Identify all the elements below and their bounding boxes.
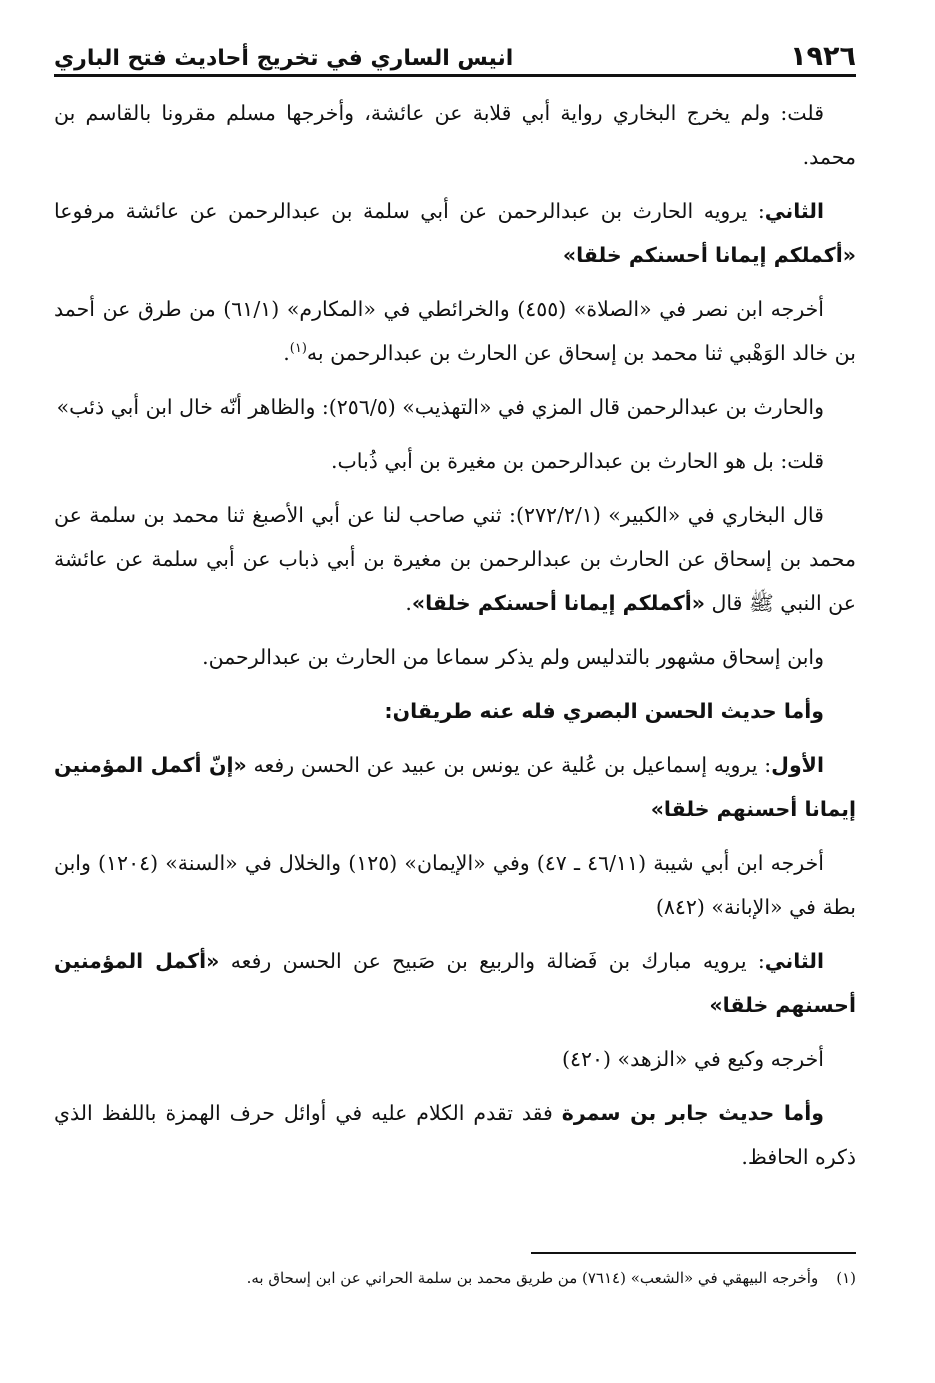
paragraph [54, 493, 856, 625]
paragraph [54, 1037, 856, 1081]
text-run: . [283, 341, 290, 365]
text-run: قال البخاري في «الكبير» (٢٧٢/٢/١): ثني صاحب لنا عن أبي الأصبغ ثنا محمد بن سلمة عن محمد بن إسحاق عن الحارث بن عبدالرحمن بن مغيرة بن أبي ذباب عن أبي سلمة عن عائشة عن النبي ﷺ قال [54, 503, 856, 615]
footnote-divider [531, 1252, 856, 1254]
book-page [54, 30, 856, 1350]
footnote-text: وأخرجه البيهقي في «الشعب» (٧٦١٤) من طريق محمد بن سلمة الحراني عن ابن إسحاق به. [246, 1269, 819, 1287]
text-run: : يرويه مبارك بن فَضالة والربيع بن صَبيح عن الحسن رفعه [219, 949, 765, 973]
page-number: ١٩٢٦ [790, 41, 856, 72]
bold-run: وأما حديث جابر بن سمرة [561, 1101, 824, 1125]
hadith-quote: «أكمل المؤمنين أحسنهم خلقا» [54, 949, 856, 1017]
paragraph [54, 189, 856, 277]
section-heading [54, 689, 856, 733]
text-run: والحارث بن عبدالرحمن قال المزي في «التهذيب» (٢٥٦/٥): والظاهر أنّه خال ابن أبي ذئب» [56, 395, 824, 419]
hadith-quote: «أكملكم إيمانا أحسنكم خلقا» [411, 591, 705, 615]
text-run: : يرويه إسماعيل بن عُلية عن يونس بن عبيد عن الحسن رفعه [246, 753, 772, 777]
paragraph [54, 439, 856, 483]
paragraph [54, 841, 856, 929]
footnote [54, 1266, 856, 1290]
text-run: أخرجه وكيع في «الزهد» (٤٢٠) [561, 1047, 824, 1071]
paragraph [54, 1091, 856, 1179]
paragraph [54, 91, 856, 179]
text-run: قلت: بل هو الحارث بن عبدالرحمن بن مغيرة بن أبي ذُباب. [330, 449, 824, 473]
text-run: وابن إسحاق مشهور بالتدليس ولم يذكر سماعا من الحارث بن عبدالرحمن. [202, 645, 824, 669]
bold-run: الثاني [764, 949, 824, 973]
text-run: أخرجه ابن أبي شيبة (٤٦/١١ ـ ٤٧) وفي «الإيمان» (١٢٥) والخلال في «السنة» (١٢٠٤) وابن بطة في «الإبانة» (٨٤٢) [54, 851, 856, 919]
text-run: . [405, 591, 412, 615]
paragraph [54, 939, 856, 1027]
text-run: فقد تقدم الكلام عليه في أوائل حرف الهمزة باللفظ الذي ذكره الحافظ. [54, 1101, 856, 1169]
bold-run: وأما حديث الحسن البصري فله عنه طريقان: [384, 699, 824, 723]
text-run: قلت: ولم يخرج البخاري رواية أبي قلابة عن عائشة، وأخرجها مسلم مقرونا بالقاسم بن محمد. [54, 101, 856, 169]
bold-run: الأول [771, 753, 824, 777]
page-header [54, 30, 856, 77]
paragraph [54, 385, 856, 429]
footnote-marker: (١) [289, 341, 307, 357]
hadith-quote: «أكملكم إيمانا أحسنكم خلقا» [562, 243, 856, 267]
bold-run: الثاني [764, 199, 824, 223]
main-text [54, 91, 856, 1179]
text-run: أخرجه ابن نصر في «الصلاة» (٤٥٥) والخرائطي في «المكارم» (٦١/١) من طرق عن أحمد بن خالد الوَهْبي ثنا محمد بن إسحاق عن الحارث بن عبدالرحمن به [54, 297, 856, 365]
hadith-quote: «إنّ أكمل المؤمنين إيمانا أحسنهم خلقا» [54, 753, 856, 821]
paragraph [54, 635, 856, 679]
paragraph [54, 743, 856, 831]
text-run: : يرويه الحارث بن عبدالرحمن عن أبي سلمة بن عبدالرحمن عن عائشة مرفوعا [54, 199, 765, 223]
book-title: انيس الساري في تخريج أحاديث فتح الباري [54, 46, 514, 71]
paragraph [54, 287, 856, 375]
footnote-number: (١) [836, 1269, 856, 1287]
